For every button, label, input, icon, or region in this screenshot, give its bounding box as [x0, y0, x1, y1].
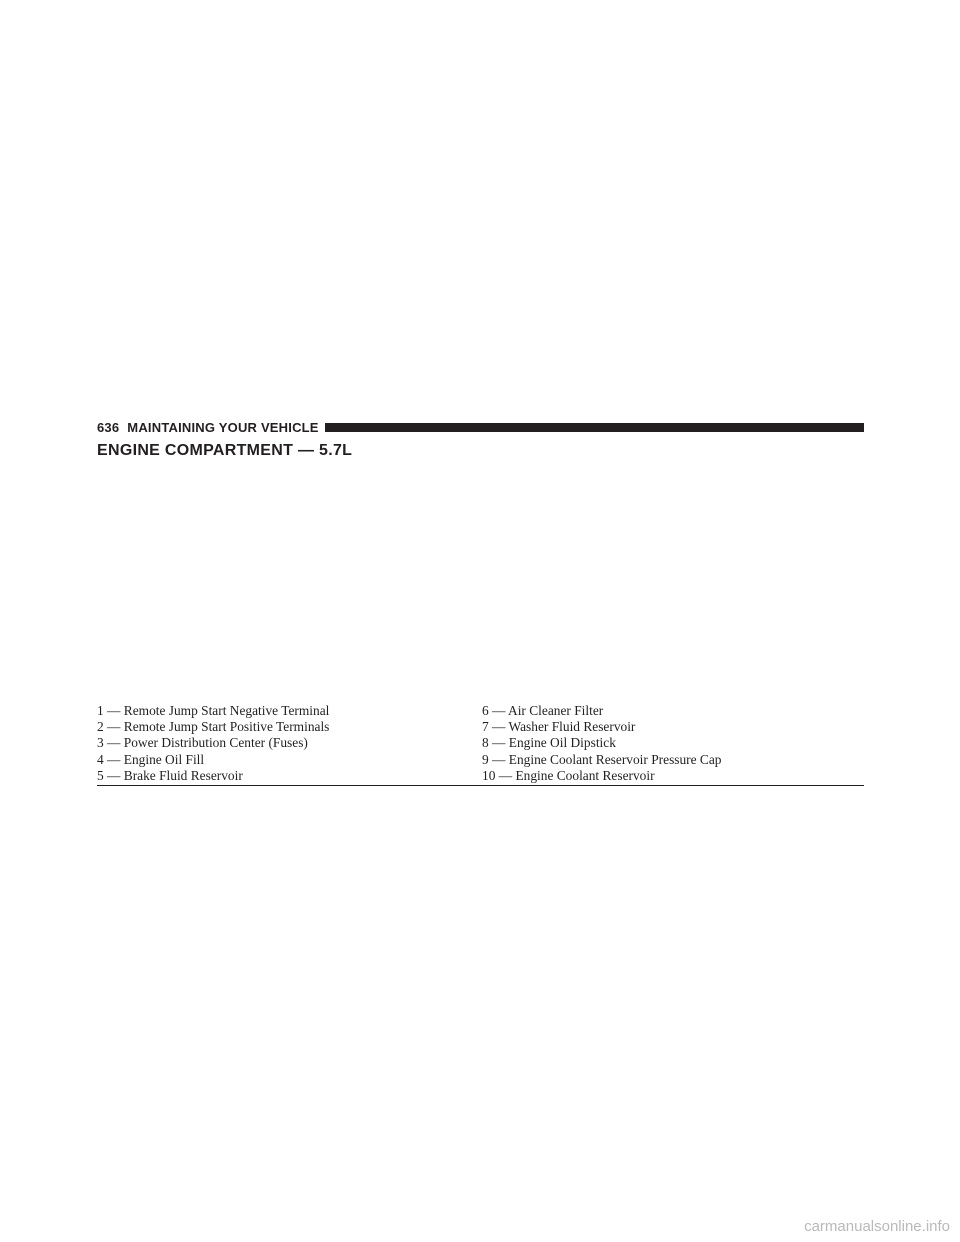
legend-item: 9 — Engine Coolant Reservoir Pressure Cap — [482, 751, 722, 767]
section-title: ENGINE COMPARTMENT — 5.7L — [97, 442, 353, 459]
legend-column-right — [482, 703, 864, 784]
legend-item: 1 — Remote Jump Start Negative Terminal — [97, 703, 330, 718]
legend-item: 10 — Engine Coolant Reservoir — [482, 767, 655, 783]
running-head: MAINTAINING YOUR VEHICLE — [127, 419, 319, 435]
legend-item: 7 — Washer Fluid Reservoir — [482, 719, 636, 735]
legend-item: 6 — Air Cleaner Filter — [482, 703, 604, 718]
legend-item: 2 — Remote Jump Start Positive Terminals — [97, 719, 330, 735]
legend-bottom-rule — [97, 785, 864, 786]
legend-column-left — [97, 703, 482, 784]
watermark-text: carmanualsonline.info — [804, 1218, 950, 1235]
legend-item: 4 — Engine Oil Fill — [97, 751, 205, 767]
legend-item: 5 — Brake Fluid Reservoir — [97, 767, 243, 783]
legend-item: 3 — Power Distribution Center (Fuses) — [97, 735, 308, 751]
figure-legend — [97, 703, 864, 784]
page-number: 636 — [97, 419, 120, 435]
engine-compartment-figure-area — [97, 470, 864, 696]
header-rule-bar — [325, 423, 864, 432]
page-header — [97, 418, 864, 436]
legend-item: 8 — Engine Oil Dipstick — [482, 735, 616, 751]
